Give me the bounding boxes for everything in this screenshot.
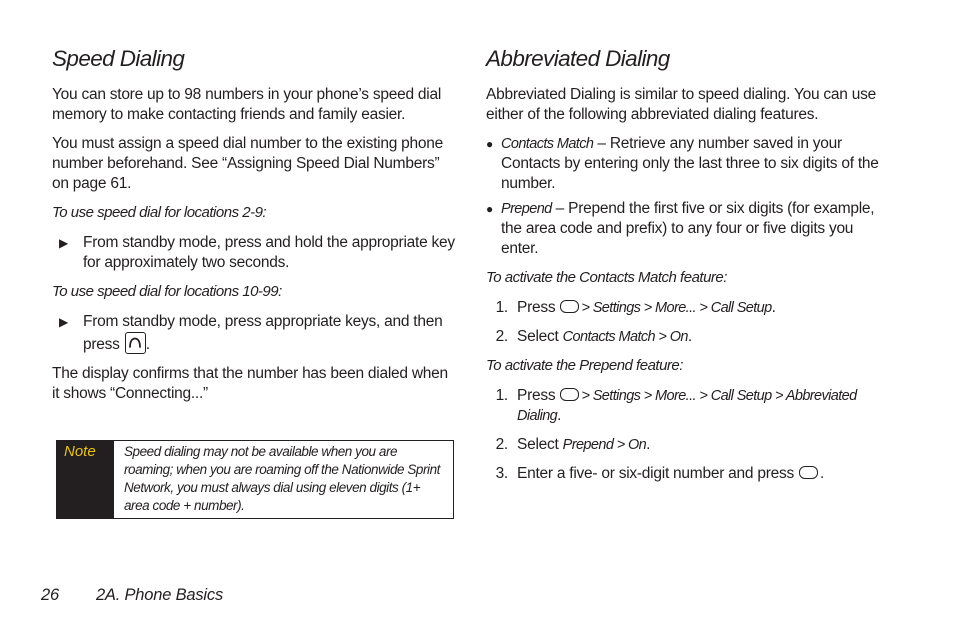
triangle-right-icon: ▶ [59, 315, 68, 329]
procedure-heading: To activate the Prepend feature: [486, 357, 683, 374]
section-title-abbreviated-dialing: Abbreviated Dialing [486, 46, 670, 71]
procedure-step [52, 312, 456, 355]
numbered-step [486, 298, 888, 318]
menu-ok-key-icon [799, 466, 818, 479]
menu-ok-key-icon [560, 300, 579, 313]
step-text-pre: Press [517, 387, 556, 404]
note-box [56, 440, 454, 519]
paragraph: You must assign a speed dial number to the existing phone number beforehand. See “Assigning Speed Dial Numbers” on page 61. [52, 135, 444, 192]
step-number: 2. [495, 436, 508, 453]
bullet-icon: ● [486, 202, 493, 216]
menu-ok-key-icon [560, 388, 579, 401]
step-text-pre: From standby mode, press appropriate keys, and then press [83, 313, 443, 353]
step-text-pre: Enter a five- or six-digit number and press [517, 465, 794, 482]
numbered-step [486, 435, 888, 455]
step-text-post: . [557, 407, 562, 424]
left-column [52, 44, 456, 413]
feature-term: Contacts Match [501, 136, 594, 152]
step-text: From standby mode, press and hold the appropriate key for approximately two seconds. [83, 234, 455, 271]
step-text [517, 327, 692, 347]
numbered-step [486, 386, 888, 426]
step-text [517, 298, 776, 318]
step-text [517, 435, 650, 455]
list-item [486, 134, 888, 194]
feature-description: – Prepend the first five or six digits (for example, the area code and prefix) to any four or five digits you enter. [501, 200, 875, 257]
menu-path: Contacts Match > On [562, 329, 688, 345]
step-number: 2. [495, 328, 508, 345]
step-number: 1. [495, 387, 508, 404]
step-number: 3. [495, 465, 508, 482]
procedure-heading: To use speed dial for locations 10-99: [52, 283, 282, 300]
step-text [83, 312, 456, 355]
right-column [486, 44, 888, 493]
feature-term: Prepend [501, 201, 552, 217]
step-text-pre: Select [517, 328, 559, 345]
page-number: 26 [41, 586, 59, 604]
paragraph: The display confirms that the number has been dialed when it shows “Connecting...” [52, 365, 448, 402]
step-text [517, 386, 888, 426]
step-text-post: . [771, 299, 776, 316]
list-item [486, 199, 888, 259]
list-item-text [501, 199, 888, 259]
paragraph: Abbreviated Dialing is similar to speed dialing. You can use either of the following abbreviated dialing features. [486, 86, 876, 123]
step-text-pre: Select [517, 436, 559, 453]
step-number: 1. [495, 299, 508, 316]
menu-path: > Settings > More... > Call Setup > Abbreviated Dialing [517, 388, 857, 424]
talk-key-icon [125, 332, 146, 354]
step-text [517, 464, 824, 484]
step-text-post: . [646, 436, 651, 453]
bullet-icon: ● [486, 137, 493, 151]
feature-description: – Retrieve any number saved in your Contacts by entering only the last three to six digits of the number. [501, 135, 879, 192]
triangle-right-icon: ▶ [59, 236, 68, 250]
step-text-post: . [687, 328, 692, 345]
section-name: 2A. Phone Basics [95, 586, 223, 604]
step-text-pre: Press [517, 299, 556, 316]
numbered-step [486, 464, 888, 484]
note-text: Speed dialing may not be available when you are roaming; when you are roaming off the Nationwide Sprint Network, you must always dial using eleven digits (1+ area code + number). [124, 444, 440, 513]
section-title-speed-dialing: Speed Dialing [52, 46, 185, 71]
procedure-step [52, 233, 456, 273]
menu-path: Prepend > On [562, 437, 647, 453]
procedure-heading: To activate the Contacts Match feature: [486, 269, 727, 286]
step-text-post: . [820, 465, 825, 482]
procedure-heading: To use speed dial for locations 2-9: [52, 204, 267, 221]
note-label: Note [57, 441, 114, 518]
page-footer [41, 584, 223, 606]
list-item-text [501, 134, 888, 194]
step-text-post: . [145, 336, 150, 353]
numbered-step [486, 327, 888, 347]
paragraph: You can store up to 98 numbers in your phone’s speed dial memory to make contacting friends and family easier. [52, 86, 442, 123]
menu-path: > Settings > More... > Call Setup [581, 300, 772, 316]
